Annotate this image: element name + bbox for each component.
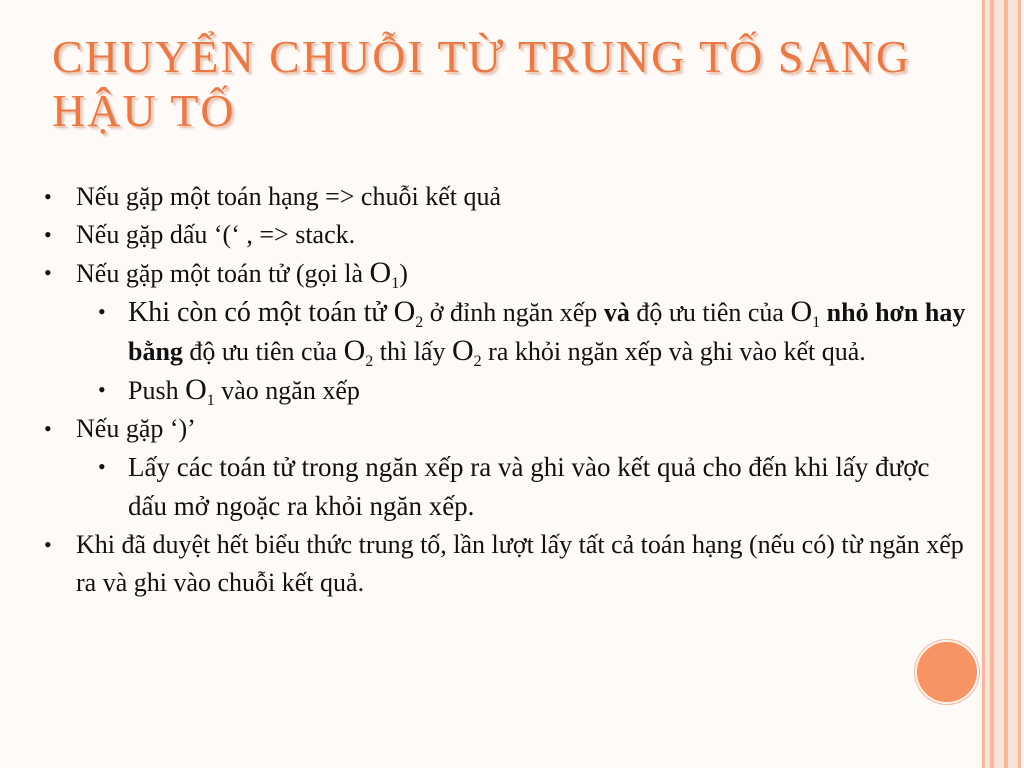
bullet-text: vào ngăn xếp — [214, 376, 360, 405]
bullet-text: độ ưu tiên của — [182, 337, 344, 366]
bullet-finish — [40, 526, 970, 602]
operator-subscript: 1 — [206, 392, 215, 410]
bullet-glyph: • — [98, 299, 106, 324]
sub-bullet-pop-until-paren — [40, 448, 970, 526]
bullet-open-paren — [40, 216, 970, 254]
bullet-text: Nếu gặp ‘)’ — [76, 414, 196, 443]
bullet-close-paren — [40, 410, 970, 448]
bullet-glyph: • — [44, 532, 52, 557]
operator-symbol: O — [369, 256, 392, 289]
bullet-text: ở đỉnh ngăn xếp — [423, 298, 604, 327]
bullet-text: Nếu gặp dấu ‘(‘ , => stack. — [76, 220, 356, 249]
bullet-operand — [40, 178, 970, 216]
bullet-text: Lấy các toán tử trong ngăn xếp ra và ghi vào kết quả cho đến khi lấy được dấu mở ngoặc ra khỏi ngăn xếp. — [128, 452, 930, 521]
slide-content — [40, 178, 970, 602]
bullet-text: thì lấy — [373, 337, 452, 366]
bullet-glyph: • — [44, 222, 52, 247]
operator-subscript: 2 — [415, 314, 424, 332]
bullet-text: Nếu gặp một toán hạng => chuỗi kết quả — [76, 182, 502, 211]
bold-text: và — [603, 298, 630, 327]
bullet-text: độ ưu tiên của — [629, 298, 791, 327]
operator-subscript: 1 — [391, 275, 400, 293]
bullet-text: Push — [128, 376, 186, 405]
bullet-glyph: • — [98, 377, 106, 402]
bullet-glyph: • — [44, 184, 52, 209]
sub-bullet-while-loop — [40, 293, 970, 371]
bullet-text: Khi đã duyệt hết biểu thức trung tố, lần lượt lấy tất cả toán hạng (nếu có) từ ngăn xếp ra và ghi vào chuỗi kết quả. — [76, 530, 964, 597]
bullet-glyph: • — [44, 416, 52, 441]
bullet-glyph: • — [44, 260, 52, 285]
decorative-stripes — [980, 0, 1024, 768]
operator-symbol: O — [393, 295, 416, 328]
bullet-operator — [40, 254, 970, 293]
operator-subscript: 2 — [365, 353, 374, 371]
sub-bullet-push — [40, 371, 970, 410]
bullet-text: ) — [399, 259, 408, 288]
operator-symbol: O — [790, 295, 813, 328]
bullet-text: Nếu gặp một toán tử (gọi là — [76, 259, 370, 288]
operator-symbol: O — [343, 334, 366, 367]
decorative-circle — [915, 640, 979, 704]
operator-symbol: O — [451, 334, 474, 367]
bullet-text: ra khỏi ngăn xếp và ghi vào kết quả. — [481, 337, 866, 366]
operator-symbol: O — [185, 373, 207, 406]
operator-subscript: 2 — [473, 353, 482, 371]
bullet-text: Khi còn có một toán tử — [128, 297, 394, 328]
bullet-glyph: • — [98, 454, 106, 479]
bold-text: nhỏ hơn hay bằng — [128, 298, 966, 366]
operator-subscript: 1 — [812, 314, 821, 332]
slide-title: CHUYỂN CHUỖI TỪ TRUNG TỐ SANG HẬU TỐ — [52, 31, 912, 136]
